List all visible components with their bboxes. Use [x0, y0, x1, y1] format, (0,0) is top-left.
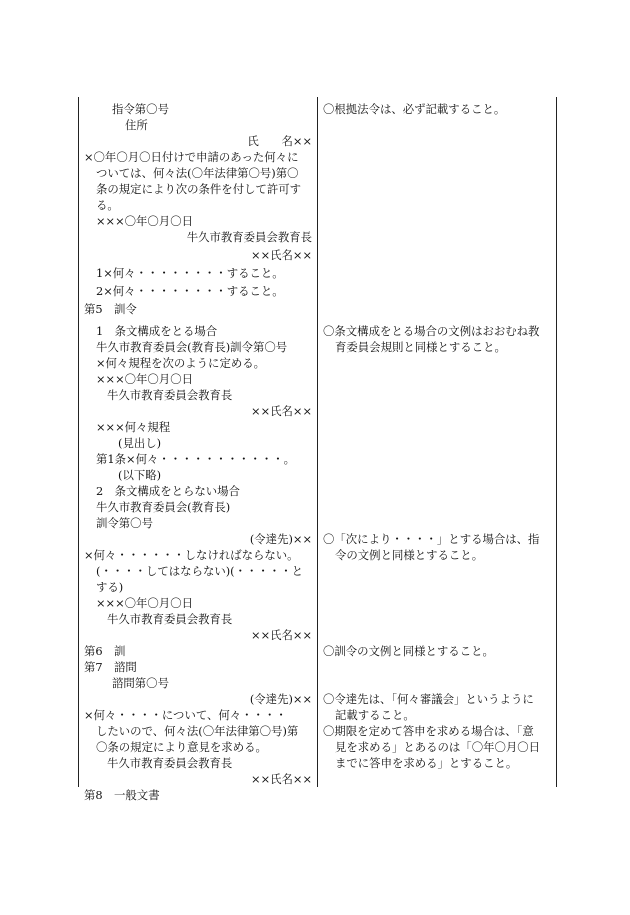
signatory-line: ××氏名×× [251, 628, 312, 642]
note-line: 〇「次により・・・・」とする場合は、指 [323, 532, 540, 546]
caption-line: (見出し) [118, 436, 162, 450]
note-line: 育委員会規則と同様とすること。 [335, 340, 506, 354]
column-divider-line [317, 97, 318, 787]
note-line: までに答申を求める」とすること。 [335, 756, 518, 770]
note-line: 見を求める」とあるのは「〇年〇月〇日 [335, 740, 541, 754]
body-line: 牛久市教育委員会(教育長)訓令第〇号 [96, 340, 288, 354]
note-line: 令の文例と同様とすること。 [335, 548, 484, 562]
signatory-line: ××氏名×× [251, 404, 312, 418]
note-line: 〇令達先は、「何々審議会」というように [323, 692, 534, 706]
order-number-line: 指令第〇号 [112, 102, 169, 116]
note-line: 記載すること。 [335, 708, 415, 722]
issuer-line: 牛久市教育委員会教育長 [107, 388, 233, 402]
body-line: 牛久市教育委員会(教育長) [96, 500, 231, 514]
note-line: 〇訓令の文例と同様とすること。 [323, 644, 494, 658]
note-line: 〇条文構成をとる場合の文例はおおむね教 [323, 324, 540, 338]
condition-item: 1×何々・・・・・・・・すること。 [96, 266, 284, 280]
recipient-line: (令達先)×× [249, 532, 312, 546]
body-line: 条の規定により次の条件を付して許可す [96, 182, 302, 196]
recipient-line: (令達先)×× [249, 692, 312, 706]
right-border-line [556, 97, 557, 787]
condition-item: 2×何々・・・・・・・・すること。 [96, 284, 284, 298]
address-line: 住所 [125, 118, 148, 132]
name-line: 氏 名×× [247, 134, 312, 148]
body-line: ×何々・・・・について、何々・・・・ [84, 708, 287, 722]
issuer-line: 牛久市教育委員会教育長 [107, 612, 233, 626]
body-line: ×何々規程を次のように定める。 [96, 356, 266, 370]
section-heading: 第8 一般文書 [84, 788, 160, 802]
signatory-line: ××氏名×× [251, 248, 312, 262]
section-heading: 第7 諮問 [84, 660, 137, 674]
section-heading: 第5 訓令 [84, 302, 137, 316]
note-line: 〇根拠法令は、必ず記載すること。 [323, 102, 506, 116]
body-line: ×〇年〇月〇日付けで申請のあった何々に [84, 150, 299, 164]
left-border-line [78, 97, 79, 787]
subsection-heading: 2 条文構成をとらない場合 [96, 484, 240, 498]
date-line: ×××〇年〇月〇日 [96, 596, 193, 610]
article-line: 第1条×何々・・・・・・・・・・・。 [96, 452, 296, 466]
signatory-line: ××氏名×× [251, 772, 312, 786]
body-line: る。 [96, 198, 119, 212]
body-line: 〇条の規定により意見を求める。 [96, 740, 267, 754]
date-line: ×××〇年〇月〇日 [96, 214, 193, 228]
body-line: ついては、何々法(〇年法律第〇号)第〇 [96, 166, 299, 180]
body-line: したいので、何々法(〇年法律第〇号)第 [96, 724, 299, 738]
issuer-line: 牛久市教育委員会教育長 [107, 756, 233, 770]
omitted-line: (以下略) [118, 468, 162, 482]
body-line: 訓令第〇号 [96, 516, 153, 530]
subsection-heading: 1 条文構成をとる場合 [96, 324, 218, 338]
regulation-title: ×××何々規程 [96, 420, 171, 434]
note-line: 〇期限を定めて答申を求める場合は、「意 [323, 724, 534, 738]
body-line: ×何々・・・・・・しなければならない。 [84, 548, 299, 562]
section-heading: 第6 訓 [84, 644, 126, 658]
body-line: (・・・・してはならない)(・・・・・と [96, 564, 303, 578]
date-line: ×××〇年〇月〇日 [96, 372, 193, 386]
issuer-line: 牛久市教育委員会教育長 [186, 230, 312, 244]
inquiry-number-line: 諮問第〇号 [112, 676, 169, 690]
body-line: する) [96, 580, 124, 594]
